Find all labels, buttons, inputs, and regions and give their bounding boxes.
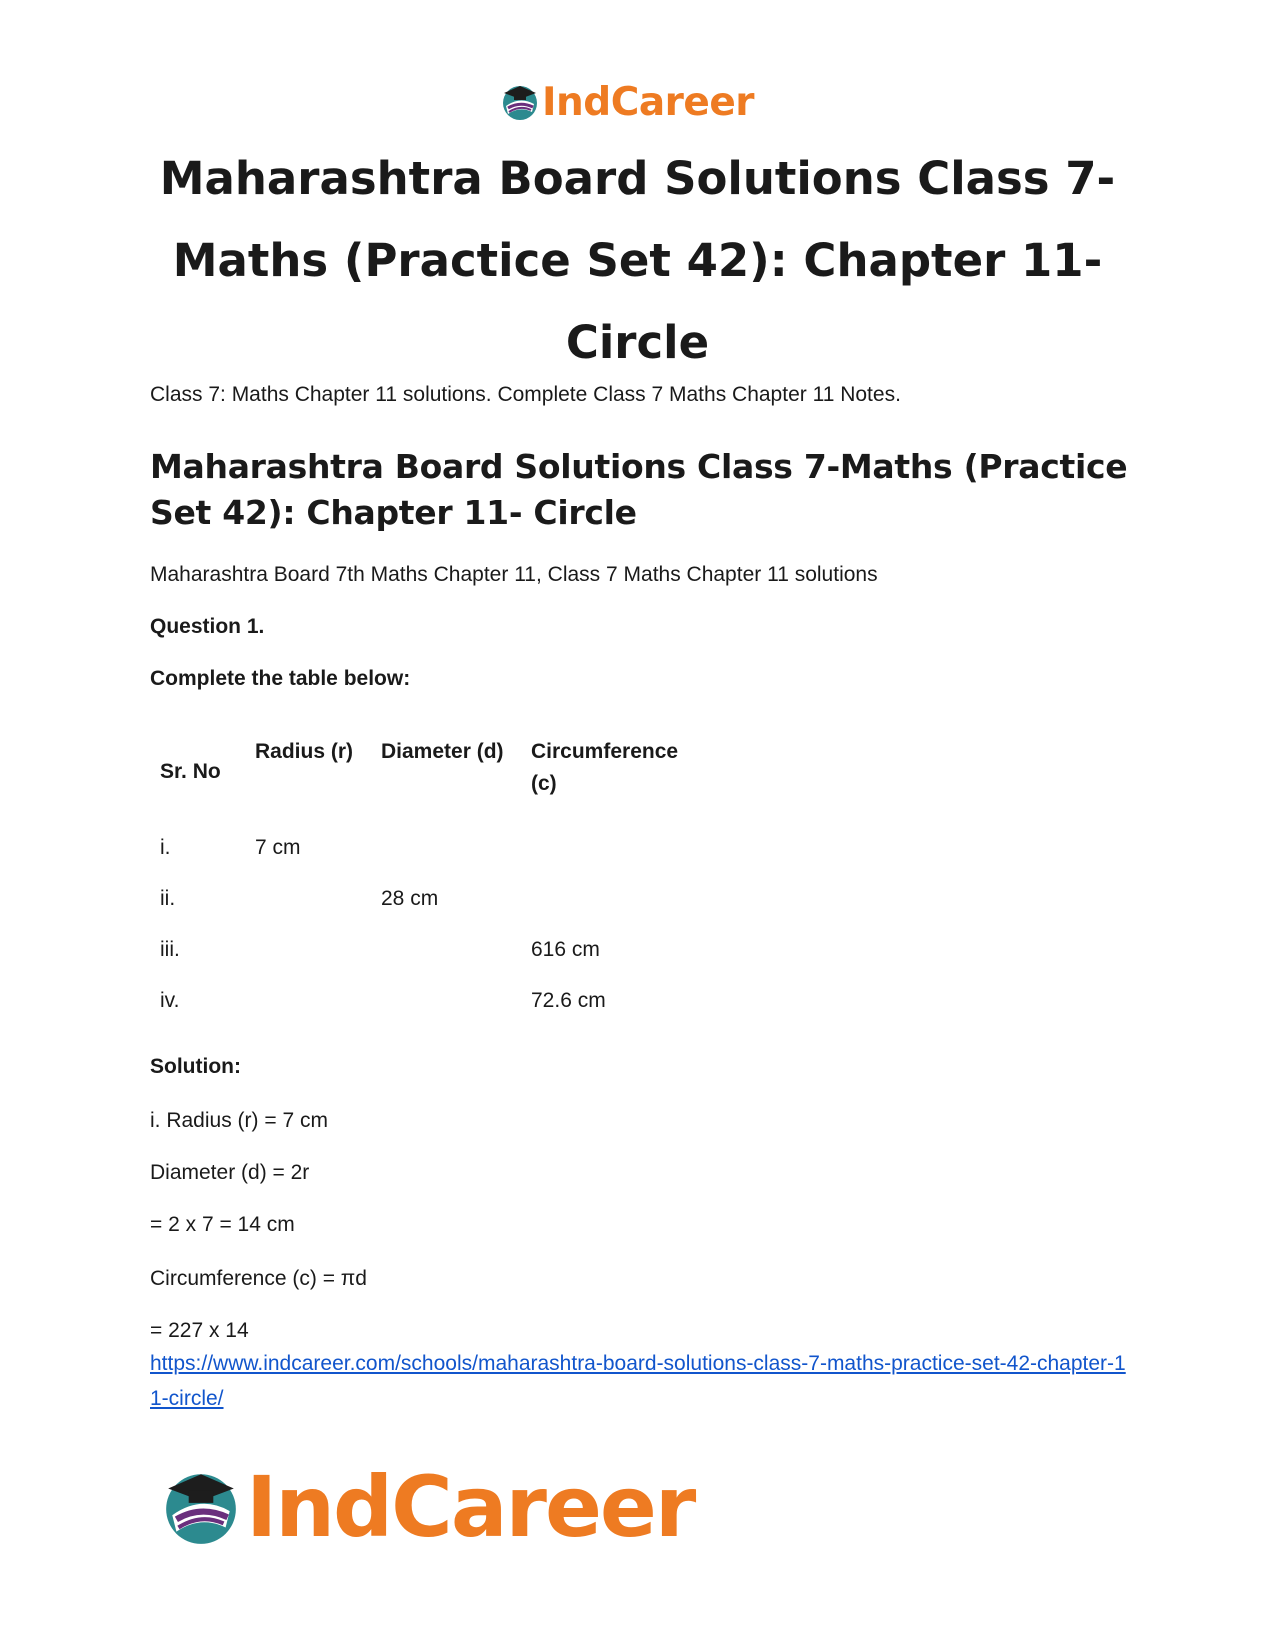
header-radius: Radius (r): [255, 740, 354, 763]
table-row: [150, 975, 701, 1026]
cell-diameter: 28 cm: [381, 886, 439, 910]
page-title: Maharashtra Board Solutions Class 7-Maths (Practice Set 42): Chapter 11- Circle: [159, 152, 1116, 369]
header-circumference: Circumference (c): [531, 740, 679, 795]
table-header-row: [150, 722, 701, 810]
graduation-book-globe-icon: [160, 1466, 242, 1548]
cell-circumference: 616 cm: [531, 937, 600, 961]
solution-line: i. Radius (r) = 7 cm: [150, 1109, 328, 1132]
source-link[interactable]: https://www.indcareer.com/schools/maharashtra-board-solutions-class-7-maths-practice-set-42-chapter-11-circle/: [150, 1352, 1126, 1410]
header-diameter: Diameter (d): [381, 740, 504, 763]
cell-circumference: [521, 822, 701, 873]
circle-table: [150, 722, 701, 1026]
solution-line: = 2 x 7 = 14 cm: [150, 1213, 295, 1236]
intro-text: Class 7: Maths Chapter 11 solutions. Complete Class 7 Maths Chapter 11 Notes.: [150, 383, 901, 406]
cell-sr-no: iii.: [160, 937, 180, 961]
table-row: [150, 924, 701, 975]
cell-radius: [245, 975, 371, 1026]
instruction-text: Complete the table below:: [150, 667, 411, 690]
cell-diameter: [371, 924, 521, 975]
cell-diameter: [371, 975, 521, 1026]
cell-circumference: 72.6 cm: [531, 988, 606, 1012]
cell-circumference: [521, 873, 701, 924]
solution-line: Circumference (c) = πd: [150, 1267, 367, 1290]
cell-sr-no: i.: [160, 835, 171, 859]
top-logo: [500, 80, 754, 124]
table-row: [150, 822, 701, 873]
table-row: [150, 873, 701, 924]
document-body: [150, 382, 1130, 1416]
subtitle-text: Maharashtra Board 7th Maths Chapter 11, Class 7 Maths Chapter 11 solutions: [150, 563, 878, 586]
cell-diameter: [371, 822, 521, 873]
cell-sr-no: iv.: [160, 988, 180, 1012]
header-sr-no: Sr. No: [160, 760, 221, 783]
table-spacer: [150, 810, 701, 822]
bottom-logo: [160, 1458, 695, 1556]
brand-wordmark: IndCareer: [542, 79, 754, 125]
cell-sr-no: ii.: [160, 886, 176, 910]
cell-radius: [245, 924, 371, 975]
graduation-book-globe-icon: [500, 82, 540, 122]
cell-radius: [245, 873, 371, 924]
solution-line: Diameter (d) = 2r: [150, 1161, 310, 1184]
question-label: Question 1.: [150, 615, 265, 638]
brand-wordmark: IndCareer: [246, 1458, 695, 1556]
solution-label: Solution:: [150, 1055, 241, 1078]
solution-line: = 227 x 14: [150, 1319, 249, 1342]
section-heading: Maharashtra Board Solutions Class 7-Maths (Practice Set 42): Chapter 11- Circle: [150, 447, 1128, 532]
cell-radius: 7 cm: [255, 835, 301, 859]
